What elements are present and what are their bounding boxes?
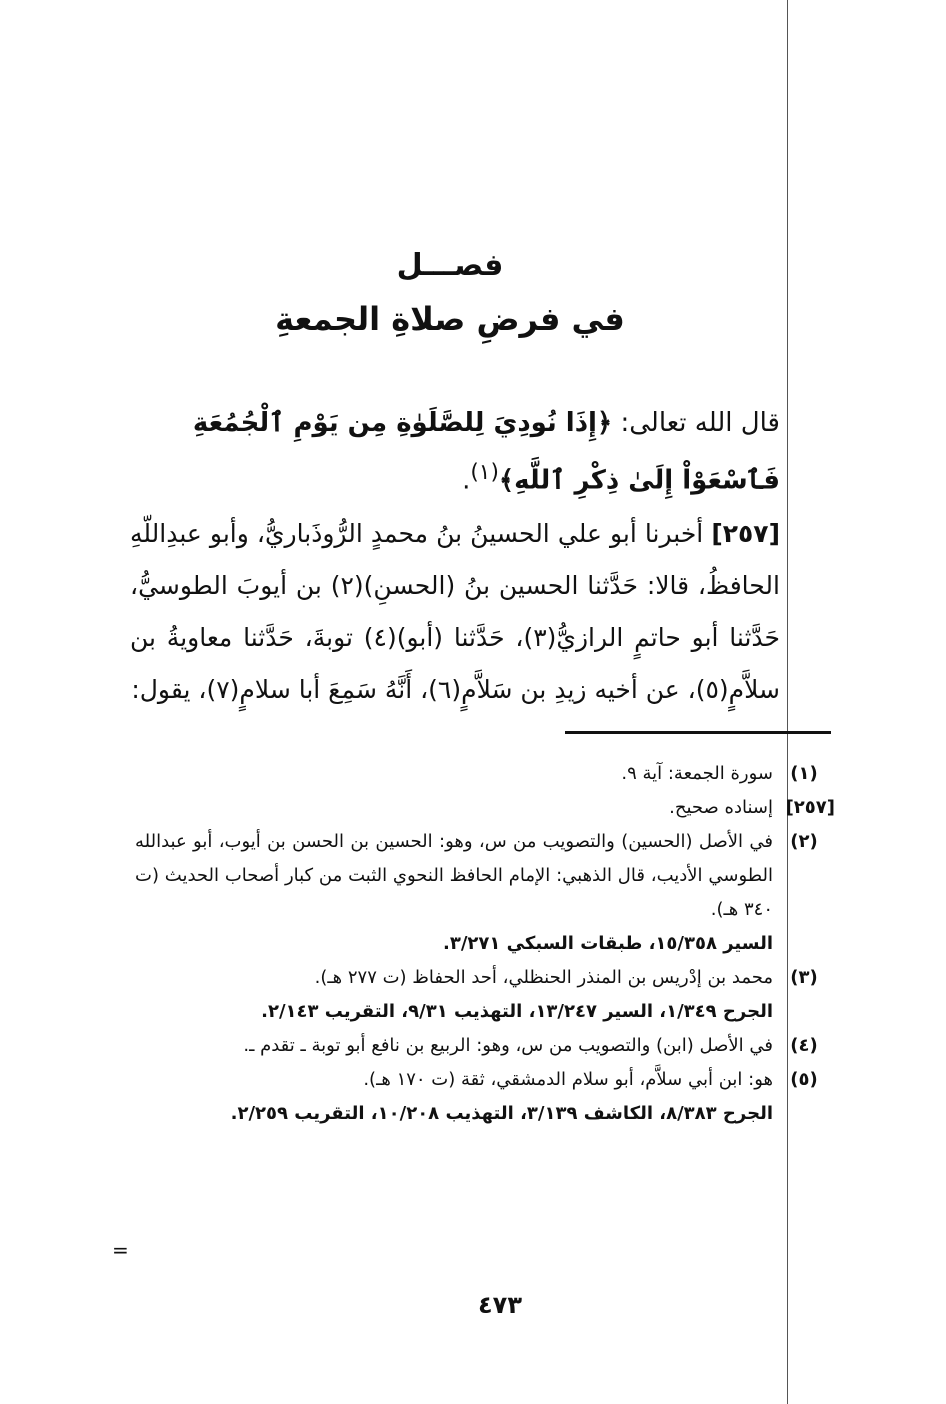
footnote-line: في الأصل (الحسين) والتصويب من س، وهو: الحسين بن الحسن بن أيوب، أبو عبدالله الطوسي الأديب، قال الذهبي: الإمام الحافظ النحوي الثبت من كبار أصحاب الحديث (ت ٣٤٠ هـ). [135,831,773,920]
section-heading: فصـــل [396,248,504,283]
footnotes [135,757,835,1131]
footnote-text [135,791,773,825]
footnote-separator [565,731,831,734]
footnote-1 [135,757,835,791]
footnote-source: السير ١٥/٣٥٨، طبقات السبكي ٣/٢٧١. [443,933,773,954]
footnote-line: هو: ابن أبي سلاَّم، أبو سلام الدمشقي، ثقة (ت ١٧٠ هـ). [363,1069,773,1090]
footnote-text [135,1029,773,1063]
page-number: ٤٧٣ [478,1291,522,1319]
verse-end: . [462,465,471,496]
footnote-mark: (٥) [790,1069,818,1090]
footnote-source: الجرح ٨/٣٨٣، الكاشف ٣/١٣٩، التهذيب ١٠/٢٠٨، التقريب ٢/٢٥٩. [230,1103,773,1124]
footnote-mark: (٢) [790,831,818,852]
footnote-ref: (١) [470,460,499,485]
footnote-line: محمد بن إدْريس بن المنذر الحنظلي، أحد الحفاظ (ت ٢٧٧ هـ). [314,967,773,988]
footnote-line: سورة الجمعة: آية ٩. [621,763,773,784]
footnote-mark: (٣) [790,967,818,988]
section-subtitle: في فرضِ صلاةِ الجمعةِ [275,300,625,338]
footnote-mark: (٤) [790,1035,818,1056]
hadith-paragraph [130,508,780,716]
footnote-2 [135,825,835,961]
footnote-mark: [٢٥٧] [785,797,835,818]
footnote-257 [135,791,835,825]
continuation-mark: = [112,1238,129,1262]
hadith-text: أخبرنا أبو علي الحسينُ بنُ محمدٍ الرُّوذَباريُّ، وأبو عبدِاللّهِ الحافظُ، قالا: حَدَّثنا الحسين بنُ (الحسنِ)(٢) بن أيوبَ الطوسيُّ، حَدَّثنا أبو حاتمٍ الرازيُّ(٣)، حَدَّثنا (أبو)(٤) توبةَ، حَدَّثنا معاويةُ بن سلاَّمٍ(٥)، عن أخيه زيدِ بن سَلاَّمٍ(٦)، أَنَّهُ سَمِعَ أبا سلامٍ(٧)، يقول: [130,519,780,704]
footnote-text [135,757,773,791]
footnote-text [135,825,773,961]
footnote-source: الجرح ١/٣٤٩، السير ١٣/٢٤٧، التهذيب ٩/٣١، التقريب ٢/١٤٣. [261,1001,773,1022]
quran-verse-paragraph [130,398,780,506]
verse-intro: قال الله تعالى: [620,408,780,438]
footnote-line: إسناده صحيح. [669,797,773,818]
quran-text: ﴿إِذَا نُودِيَ لِلصَّلَوٰةِ مِن يَوْمِ ٱلْجُمُعَةِ فَٱسْعَوْاْ إِلَىٰ ذِكْرِ ٱللَّهِ﴾ [192,408,780,496]
hadith-number: [٢٥٧] [711,519,780,548]
margin-line [787,0,788,1404]
footnote-text [135,961,773,1029]
footnote-line: في الأصل (ابن) والتصويب من س، وهو: الربيع بن نافع أبو توبة ـ تقدم ـ. [243,1035,773,1056]
footnote-5 [135,1063,835,1131]
footnote-4 [135,1029,835,1063]
footnote-text [135,1063,773,1131]
footnote-mark: (١) [790,763,818,784]
footnote-3 [135,961,835,1029]
